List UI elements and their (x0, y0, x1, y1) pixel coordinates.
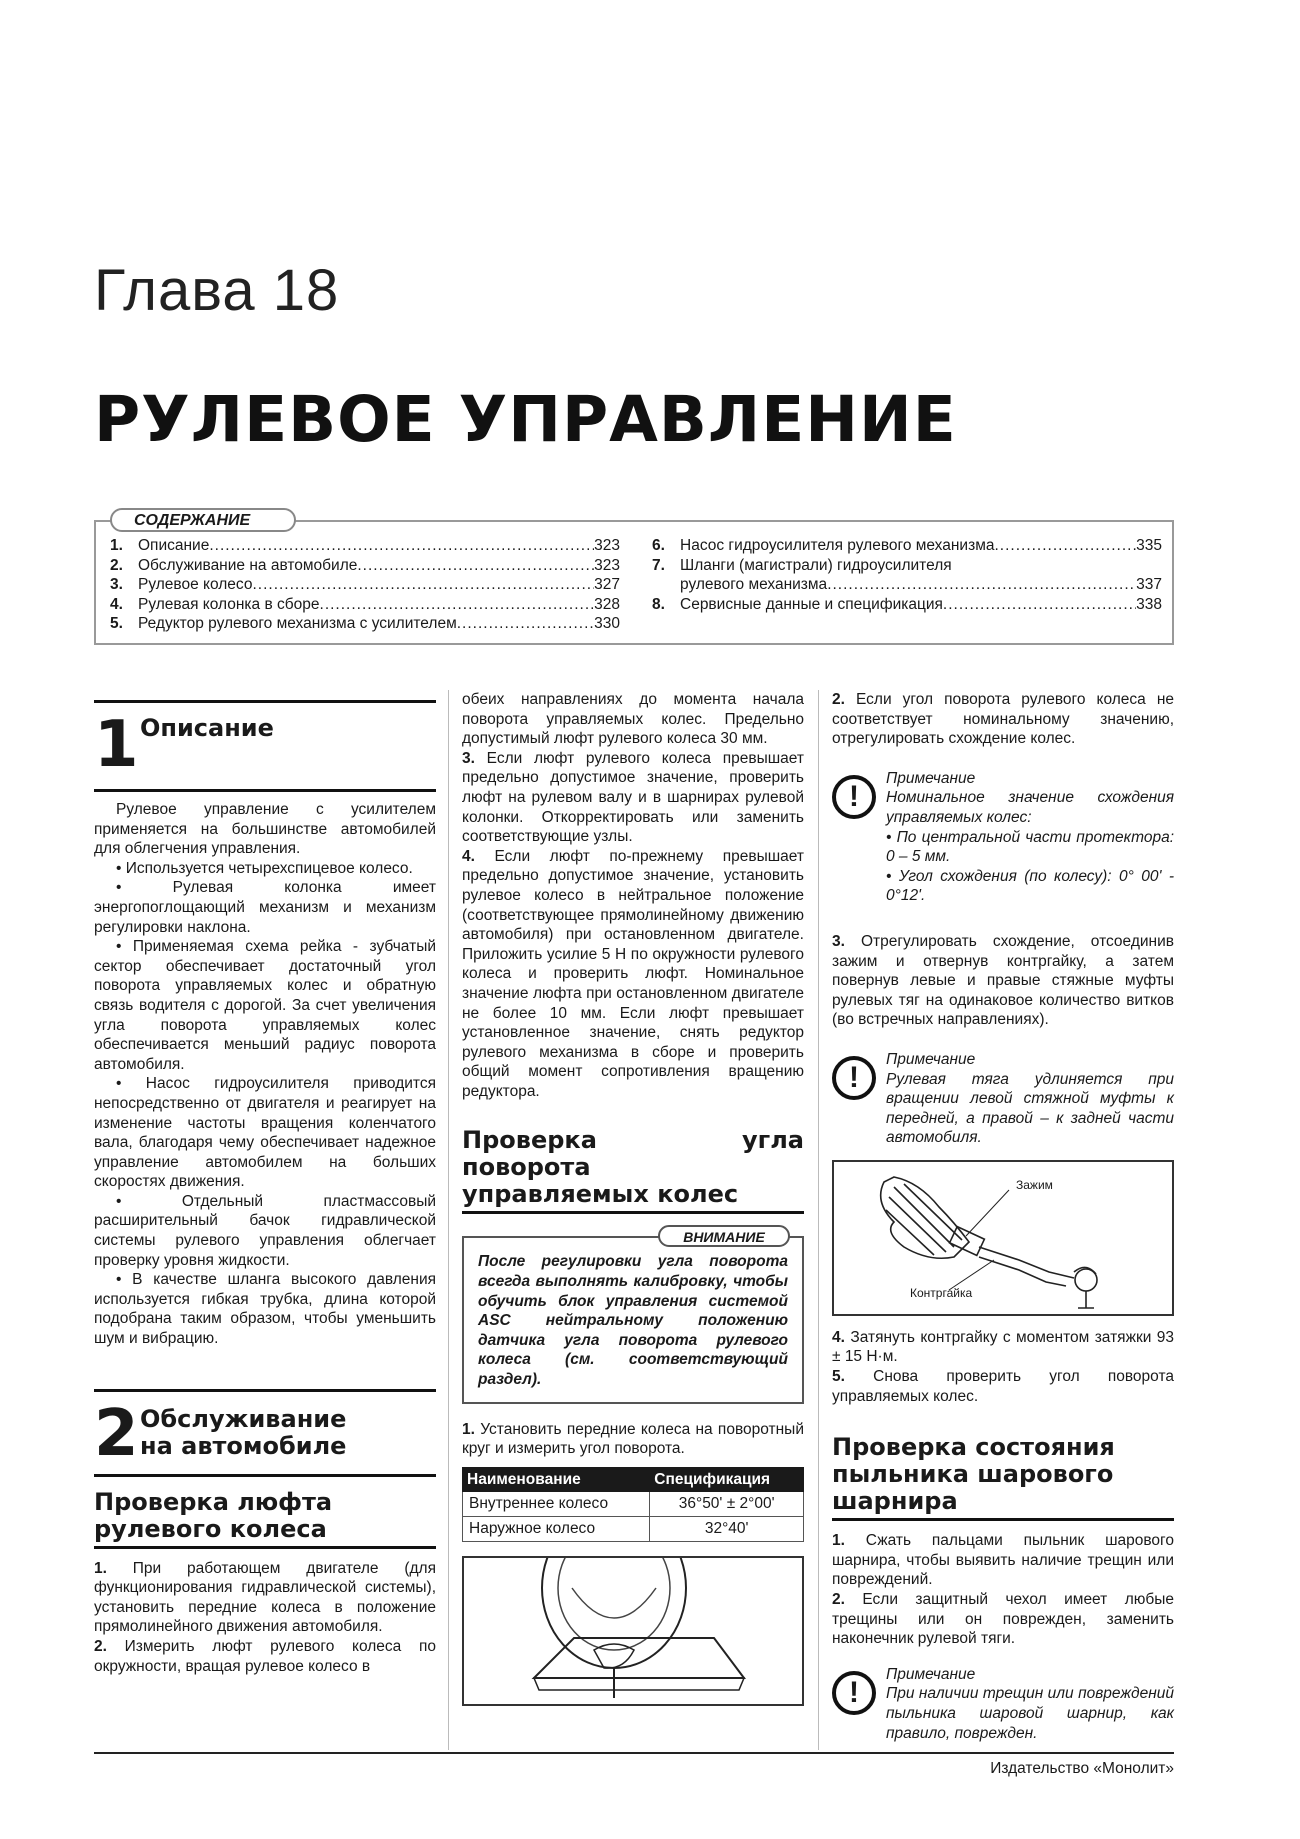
toc-item[interactable]: рулевого механизма ..... 337 (652, 575, 1162, 595)
warning-box (462, 1229, 804, 1403)
paragraph: 2. Измерить люфт рулевого колеса по окружности, вращая рулевое колесо в (94, 1638, 436, 1675)
tie-rod-figure (832, 1160, 1174, 1316)
paragraph: 2. Если защитный чехол имеет любые трещины или он поврежден, заменить наконечник рулевой тяги. (832, 1591, 1175, 1648)
warning-icon: ! (832, 775, 876, 819)
warning-icon: ! (832, 1056, 876, 1100)
figure-label-locknut: Контргайка (910, 1285, 973, 1300)
toc-item[interactable]: 3. Рулевое колесо ..... 327 (110, 575, 620, 595)
paragraph: 2. Если угол поворота рулевого колеса не соответствует номинальному значению, отрегулировать схождение колес. (832, 691, 1174, 748)
note-text: Номинальное значение схождения управляемых колес: (886, 789, 1174, 826)
section-number: 2 (94, 1396, 139, 1471)
table-row: Внутреннее колесо 36°50' ± 2°00' (463, 1492, 804, 1517)
paragraph: 1. При работающем двигателе (для функционирования гидравлической системы), установить передние колеса в положение прямолинейного движения автомобиля. (94, 1559, 436, 1636)
section-heading: на автомобиле (140, 1431, 347, 1460)
wheel-turntable-illustration (464, 1558, 802, 1704)
paragraph: 4. Если люфт по-прежнему превышает предельно допустимое значение, установить рулевое колесо в нейтральное положение (соответствующее прямолинейному движению автомобиля) при остановленном двигателе. Приложить усилие 5 Н по окружности рулевого колеса и проверить люфт. Номинальное значение люфта при остановленном двигателе не более 10 мм. Если люфт превышает установленное значение, снять редуктор рулевого механизма в сборе и проверить общий момент сопротивления вращению редуктора. (462, 847, 804, 1100)
column-1 (94, 700, 436, 1676)
note-text: При наличии трещин или повреждений пыльника шаровой шарнир, как правило, поврежден. (886, 1685, 1174, 1742)
subsection-heading: Проверка состояния пыльника шарового шарнира (832, 1434, 1174, 1521)
column-divider (818, 690, 819, 1750)
note-box (832, 1050, 1174, 1148)
section-2-header (94, 1389, 436, 1477)
section-1-body (94, 800, 436, 1349)
paragraph: • Насос гидроусилителя приводится непосредственно от двигателя и реагирует на изменение частоты вращения коленчатого вала, благодаря чему обеспечивает надежное управление автомобилем на больших скоростях движения. (94, 1075, 436, 1191)
paragraph: 1. Сжать пальцами пыльник шарового шарнира, чтобы выявить наличие трещин или повреждений. (832, 1532, 1174, 1589)
table-of-contents (94, 512, 1174, 645)
section-1-header (94, 700, 436, 792)
table-row: Наружное колесо 32°40' (463, 1517, 804, 1542)
note-box (832, 769, 1174, 906)
chapter-number: Глава 18 (94, 258, 340, 323)
paragraph: Рулевое управление с усилителем применяется на большинстве автомобилей для облегчения управления. (94, 801, 436, 858)
toc-left-column (110, 536, 620, 634)
note-heading: Примечание (886, 1665, 976, 1683)
column-divider (448, 690, 449, 1750)
section-heading: Описание (140, 714, 274, 742)
footer-rule (94, 1752, 1174, 1754)
paragraph: • Применяемая схема рейка - зубчатый сектор обеспечивает достаточный угол поворота управляемых колес и обратную связь водителя с дорогой. За счет увеличения угла поворота управляемых колес обеспечивается меньший радиус поворота автомобиля. (94, 938, 436, 1073)
paragraph: • Используется четырехспицевое колесо. (116, 859, 413, 877)
toc-item[interactable]: 2. Обслуживание на автомобиле ..... 323 (110, 556, 620, 576)
table-header: Спецификация (650, 1467, 804, 1492)
subsection-heading: Проверка люфта рулевого колеса (94, 1489, 436, 1549)
section-heading: Обслуживание (140, 1404, 347, 1433)
chapter-title: РУЛЕВОЕ УПРАВЛЕНИЕ (94, 383, 957, 456)
warning-icon: ! (832, 1671, 876, 1715)
toc-item[interactable]: 6. Насос гидроусилителя рулевого механизма ..... 335 (652, 536, 1162, 556)
warning-text: После регулировки угла поворота всегда выполнять калибровку, чтобы обучить блок управления системой ASC нейтральному положению датчика угла поворота рулевого колеса (см. соответствующий раздел). (478, 1253, 788, 1389)
toc-item[interactable]: 1. Описание ..... 323 (110, 536, 620, 556)
paragraph: • Отдельный пластмассовый расширительный бачок гидравлической системы рулевого управления облегчает проверку уровня жидкости. (94, 1192, 436, 1269)
publisher-footer: Издательство «Монолит» (990, 1760, 1174, 1777)
subsection-heading: Проверка угла поворота управляемых колес (462, 1127, 804, 1214)
note-text: • Угол схождения (по колесу): 0° 00' - 0°12'. (886, 867, 1174, 905)
column-3 (832, 690, 1174, 1743)
table-header: Наименование (463, 1467, 650, 1492)
toc-item[interactable]: 4. Рулевая колонка в сборе ..... 328 (110, 595, 620, 615)
tie-rod-illustration (834, 1162, 1172, 1314)
toc-right-column (652, 536, 1162, 614)
paragraph: обеих направлениях до момента начала поворота управляемых колес. Предельно допустимый люфт рулевого колеса 30 мм. (462, 691, 804, 748)
paragraph: • В качестве шланга высокого давления используется гибкая трубка, длина которой подобрана таким образом, чтобы уменьшить шум и вибрацию. (94, 1271, 436, 1348)
paragraph: 3. Если люфт рулевого колеса превышает предельно допустимое значение, проверить люфт на рулевом валу и в шарнирах рулевой колонки. Откорректировать или заменить соответствующие узлы. (462, 749, 804, 846)
paragraph: 5. Снова проверить угол поворота управляемых колес. (832, 1368, 1174, 1405)
toc-item[interactable]: 5. Редуктор рулевого механизма с усилителем ..... 330 (110, 614, 620, 634)
toc-item[interactable]: 8. Сервисные данные и спецификация ..... 338 (652, 595, 1162, 615)
note-heading: Примечание (886, 1050, 976, 1068)
paragraph: 1. Установить передние колеса на поворотный круг и измерить угол поворота. (462, 1420, 804, 1458)
toc-item[interactable]: 7. Шланги (магистрали) гидроусилителя (652, 556, 952, 574)
paragraph: 4. Затянуть контргайку с моментом затяжки 93 ± 15 Н·м. (832, 1328, 1175, 1366)
column-2 (462, 690, 804, 1706)
paragraph: 3. Отрегулировать схождение, отсоединив зажим и отвернув контргайку, а затем повернув левые и правые стяжные муфты рулевых тяг на одинаковое количество витков (во встречных направлениях). (832, 932, 1174, 1029)
section-number: 1 (94, 708, 139, 782)
warning-label: ВНИМАНИЕ (658, 1225, 790, 1247)
note-text: • По центральной части протектора: 0 – 5 мм. (886, 828, 1174, 866)
note-text: Рулевая тяга удлиняется при вращении левой стяжной муфты к передней, а правой – к задней части автомобиля. (886, 1070, 1174, 1147)
note-heading: Примечание (886, 769, 976, 787)
figure-label-clamp: Зажим (1016, 1177, 1053, 1192)
turntable-figure (462, 1556, 804, 1706)
paragraph: • Рулевая колонка имеет энергопоглощающий механизм и механизм регулировки наклона. (94, 879, 436, 936)
toc-label: СОДЕРЖАНИЕ (110, 508, 296, 532)
spec-table (462, 1467, 804, 1542)
note-box (832, 1665, 1174, 1743)
